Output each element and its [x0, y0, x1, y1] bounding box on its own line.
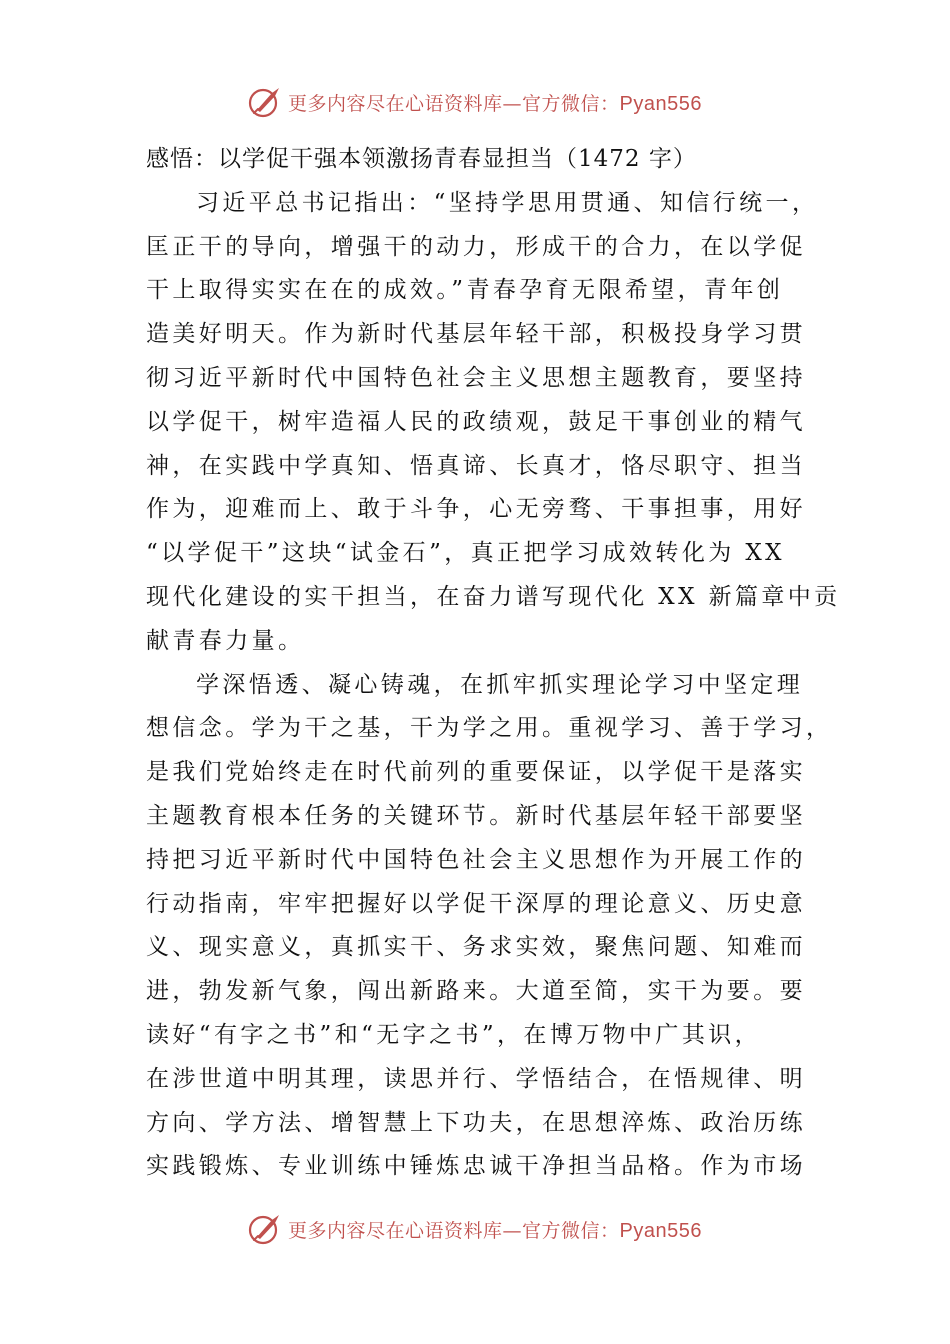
paragraph-line: 读好“有字之书”和“无字之书”，在博万物中广其识， [146, 1021, 762, 1048]
quill-logo-icon [248, 1212, 282, 1246]
paragraph-line: 神，在实践中学真知、悟真谛、长真才，恪尽职守、担当 [146, 452, 806, 479]
quill-logo-icon [248, 85, 282, 119]
paragraph-line: 行动指南，牢牢把握好以学促干深厚的理论意义、历史意 [146, 890, 806, 917]
paragraph-line: 义、现实意义，真抓实干、务求实效，聚焦问题、知难而 [146, 934, 806, 961]
paragraph-line: 干上取得实实在在的成效。”青春孕育无限希望，青年创 [146, 277, 784, 304]
paragraph-line: 习近平总书记指出：“坚持学思用贯通、知信行统一， [196, 189, 819, 216]
paragraph-line: 进，勃发新气象，闯出新路来。大道至简，实干为要。要 [146, 978, 806, 1005]
wechat-id: Pyan556 [619, 92, 702, 115]
paragraph-line: 方向、学方法、增智慧上下功夫，在思想淬炼、政治历练 [146, 1109, 806, 1136]
paragraph-line: 想信念。学为干之基，干为学之用。重视学习、善于学习， [146, 715, 833, 742]
paragraph-line: 是我们党始终走在时代前列的重要保证，以学促干是落实 [146, 759, 806, 786]
wechat-id: Pyan556 [619, 1219, 702, 1242]
paragraph-line: 学深悟透、凝心铸魂，在抓牢抓实理论学习中坚定理 [196, 671, 804, 698]
paragraph-line: 主题教育根本任务的关键环节。新时代基层年轻干部要坚 [146, 802, 806, 829]
paragraph-line: 彻习近平新时代中国特色社会主义思想主题教育，要坚持 [146, 364, 806, 391]
paragraph-line: 持把习近平新时代中国特色社会主义思想作为开展工作的 [146, 846, 806, 873]
footer-banner [0, 1209, 950, 1249]
header-banner [0, 82, 950, 122]
paragraph-line: 实践锻炼、专业训练中锤炼忠诚干净担当品格。作为市场 [146, 1153, 806, 1180]
banner-text: 更多内容尽在心语资料库—官方微信：Pyan556 [288, 92, 702, 115]
paragraph-line: 现代化建设的实干担当，在奋力谱写现代化 XX 新篇章中贡 [146, 583, 841, 610]
paragraph-line: 匡正干的导向，增强干的动力，形成干的合力，在以学促 [146, 233, 806, 260]
paragraph-line: 作为，迎难而上、敢于斗争，心无旁骛、干事担事，用好 [146, 496, 806, 523]
paragraph-line: “以学促干”这块“试金石”，真正把学习成效转化为 XX [146, 540, 785, 567]
paragraph-line: 在涉世道中明其理，读思并行、学悟结合，在悟规律、明 [146, 1065, 806, 1092]
paragraph-2 [146, 664, 833, 1190]
paragraph-line: 以学促干，树牢造福人民的政绩观，鼓足干事创业的精气 [146, 408, 806, 435]
paragraph-line: 造美好明天。作为新时代基层年轻干部，积极投身学习贯 [146, 321, 806, 348]
paragraph-1 [146, 182, 841, 664]
document-body [146, 138, 841, 1189]
paragraph-line: 献青春力量。 [146, 627, 305, 654]
banner-text: 更多内容尽在心语资料库—官方微信：Pyan556 [288, 1219, 702, 1242]
document-title: 感悟：以学促干强本领激扬青春显担当（1472 字） [146, 146, 697, 172]
